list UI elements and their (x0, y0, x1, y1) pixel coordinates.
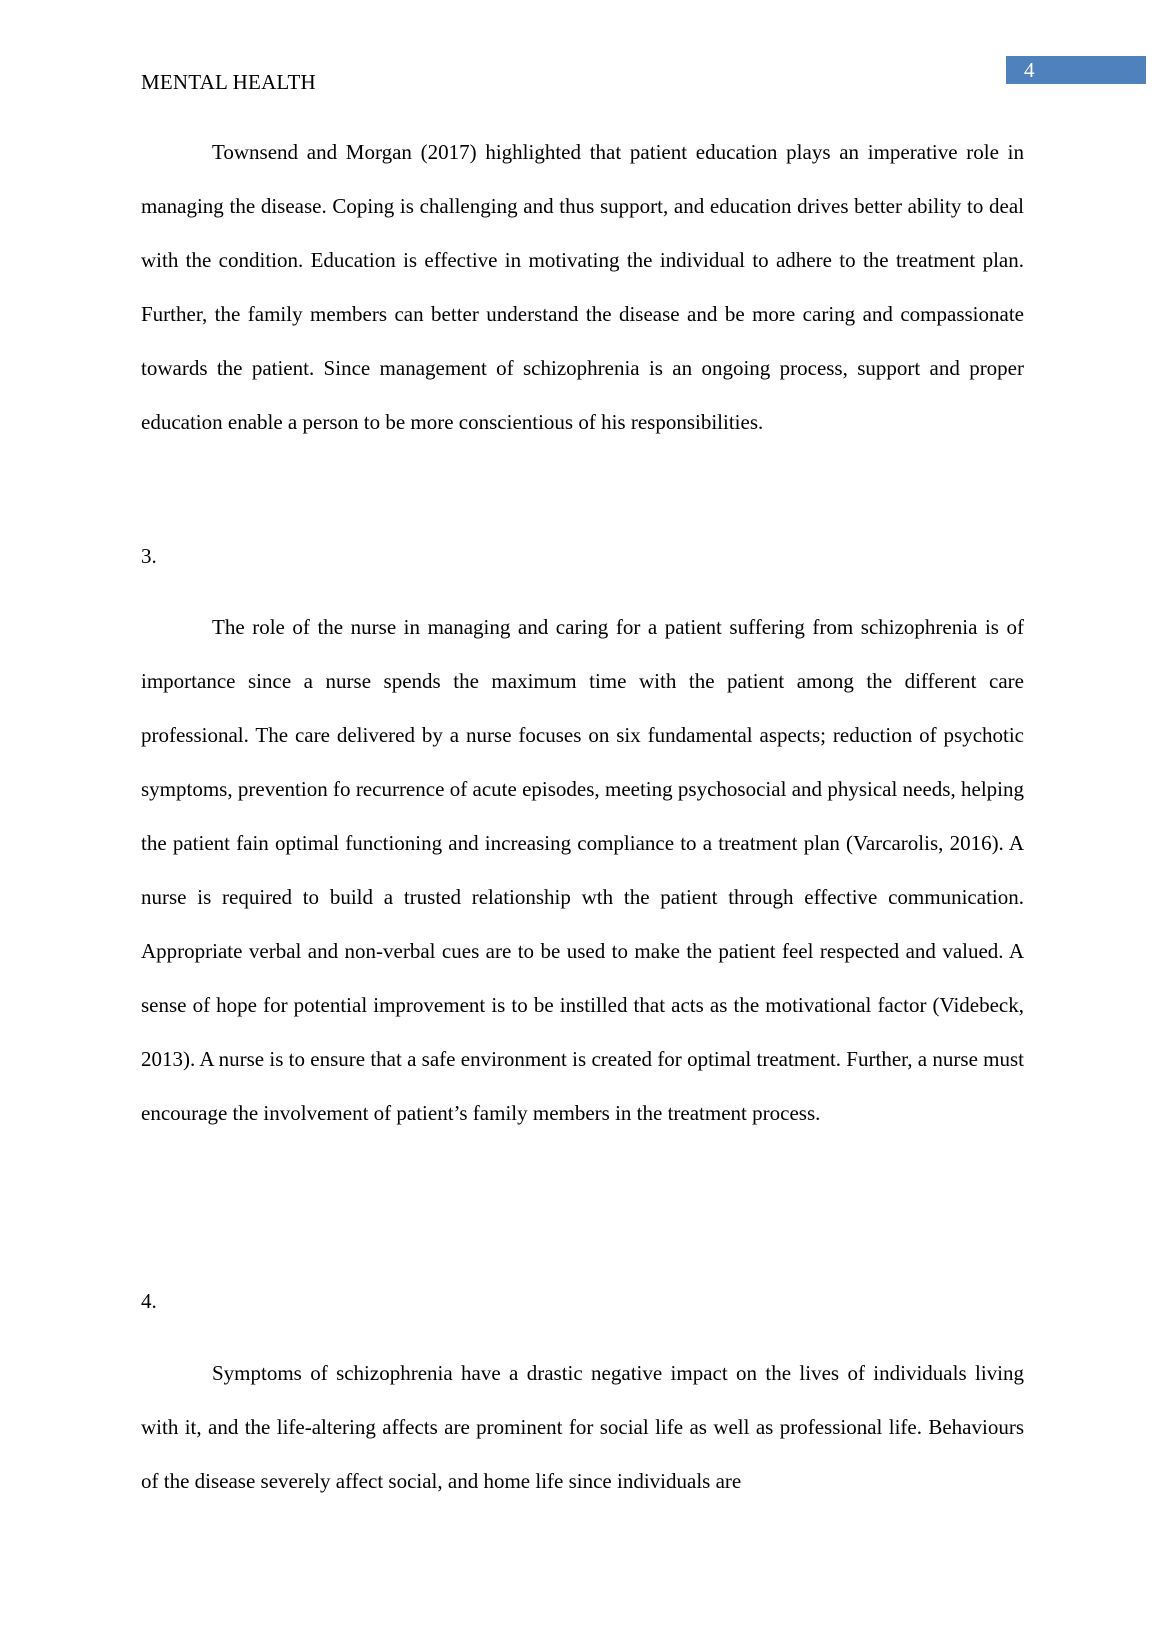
paragraph-nurse-role: The role of the nurse in managing and caring for a patient suffering from schizophrenia is of importance since a nurse spends the maximum time with the patient among the different care professional. The care delivered by a nurse focuses on six fundamental aspects; reduction of psychotic symptoms, prevention fo recurrence of acute episodes, meeting psychosocial and physical needs, helping the patient fain optimal functioning and increasing compliance to a treatment plan (Varcarolis, 2016). A nurse is required to build a trusted relationship wth the patient through effective communication. Appropriate verbal and non-verbal cues are to be used to make the patient feel respected and valued. A sense of hope for potential improvement is to be instilled that acts as the motivational factor (Videbeck, 2013). A nurse is to ensure that a safe environment is created for optimal treatment. Further, a nurse must encourage the involvement of patient’s family members in the treatment process. (141, 615, 1024, 1125)
paragraph-symptoms-impact: Symptoms of schizophrenia have a drastic negative impact on the lives of individuals living with it, and the life-altering affects are prominent for social life as well as professional life. Behaviours of the disease severely affect social, and home life since individuals are (141, 1361, 1024, 1493)
running-head: MENTAL HEALTH (141, 70, 316, 94)
section-number-4: 4. (141, 1289, 157, 1313)
section-number-3: 3. (141, 544, 157, 568)
page-number: 4 (1024, 58, 1035, 82)
page-number-badge (1006, 56, 1146, 84)
paragraph-patient-education: Townsend and Morgan (2017) highlighted that patient education plays an imperative role in managing the disease. Coping is challenging and thus support, and education drives better ability to deal with the condition. Education is effective in motivating the individual to adhere to the treatment plan. Further, the family members can better understand the disease and be more caring and compassionate towards the patient. Since management of schizophrenia is an ongoing process, support and proper education enable a person to be more conscientious of his responsibilities. (141, 140, 1024, 434)
